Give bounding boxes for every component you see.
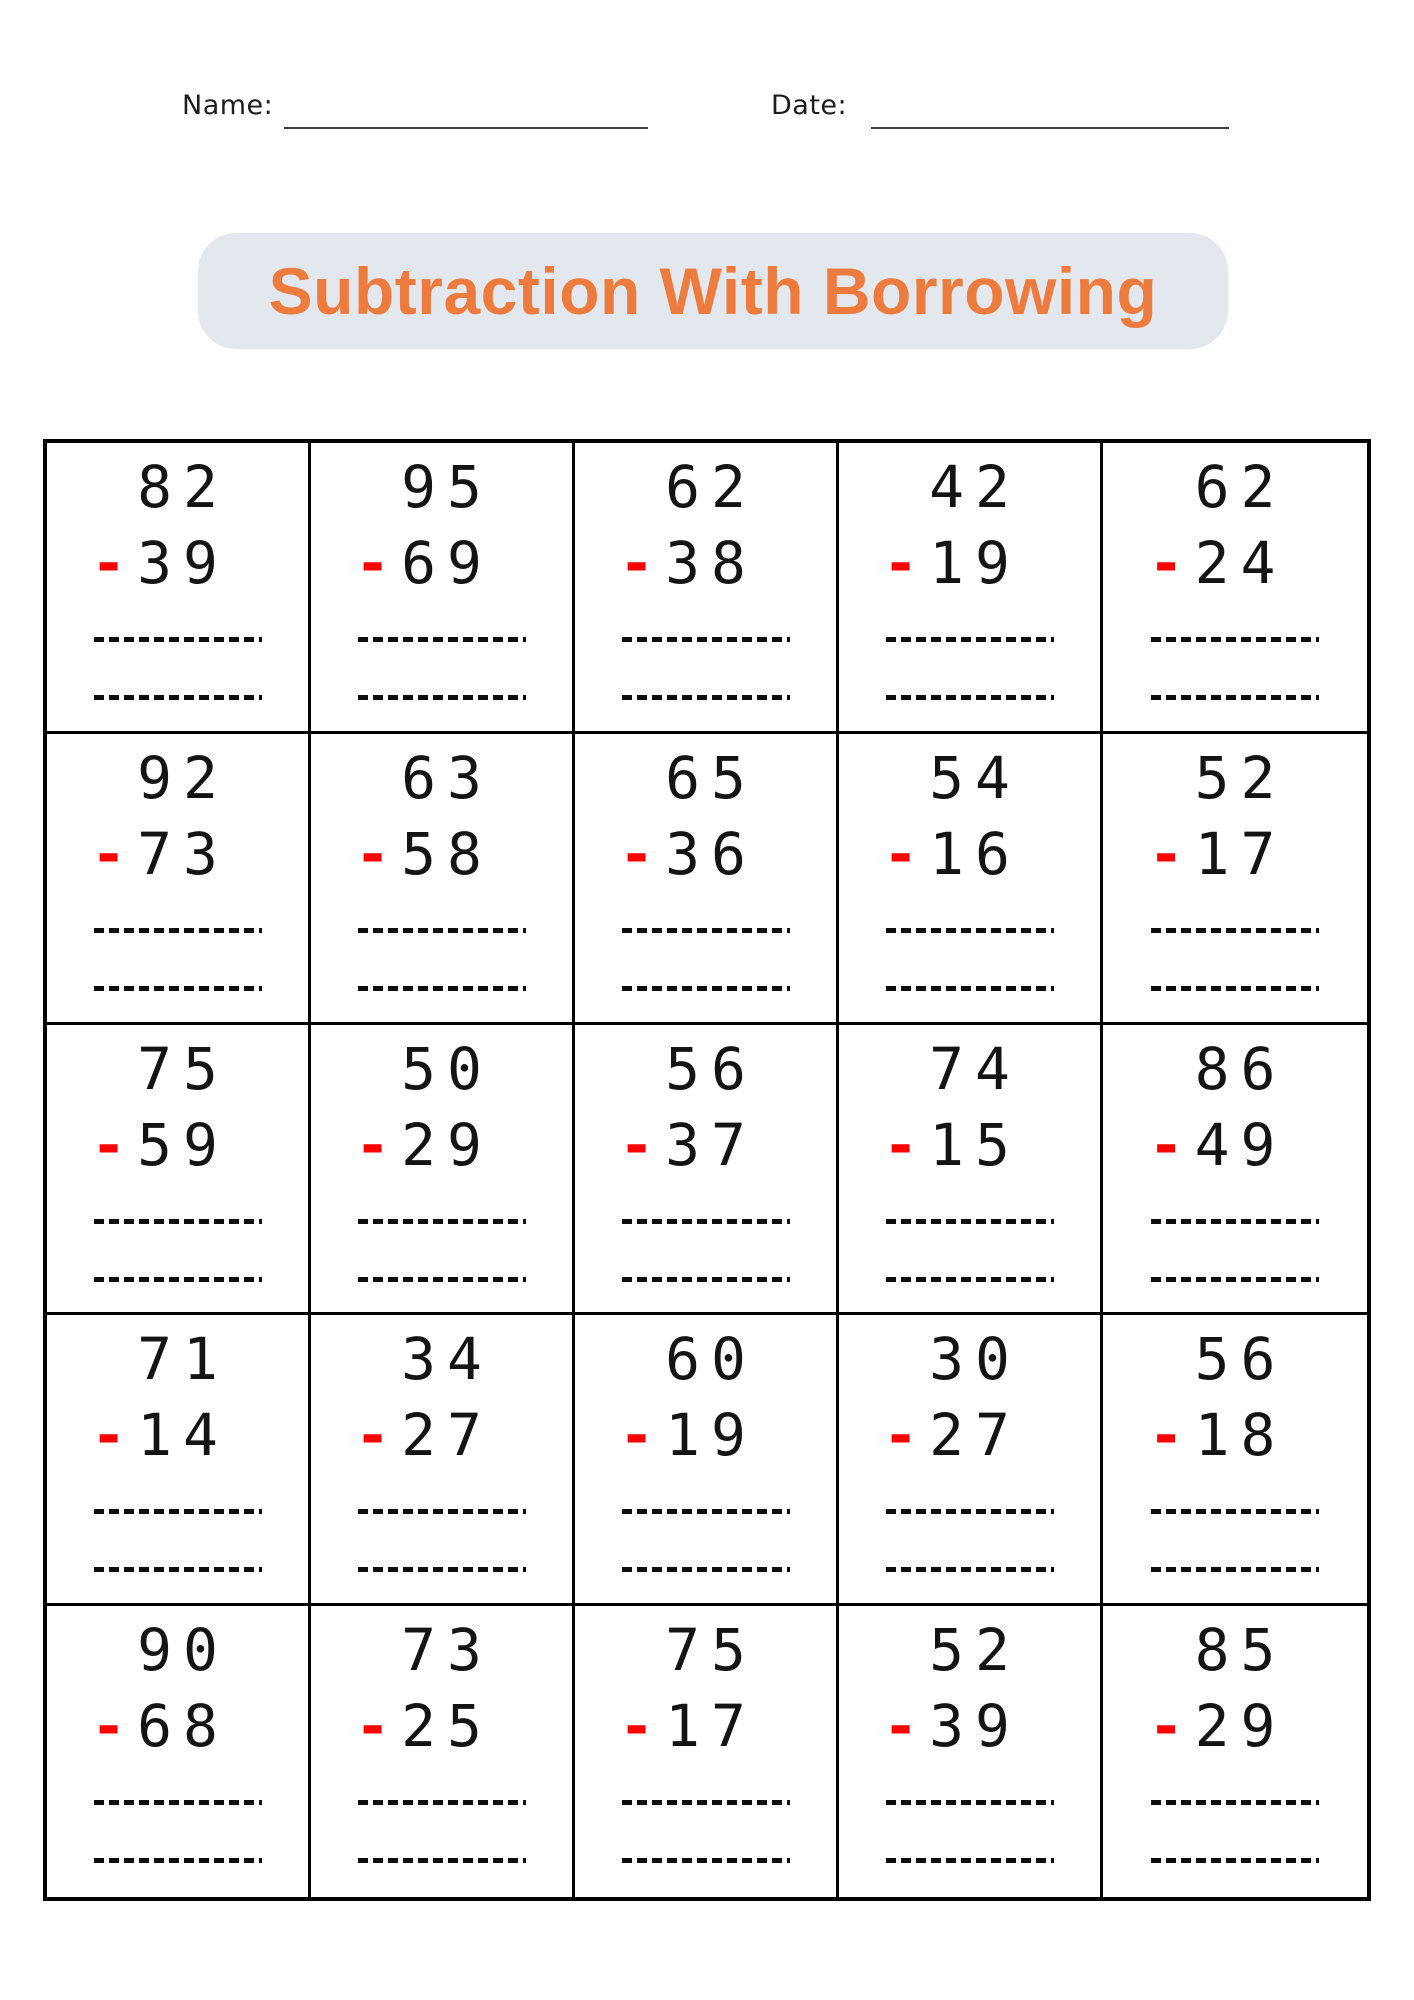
answer-line: [1151, 986, 1319, 991]
problem-cell-24: [839, 1606, 1103, 1897]
answer-line: [358, 928, 526, 933]
minus-sign: -: [355, 819, 390, 888]
title-banner: [198, 233, 1228, 349]
problem-cell-12: [311, 1025, 575, 1316]
minuend: 52: [929, 1616, 1021, 1685]
problem-cell-22: [311, 1606, 575, 1897]
minus-sign: -: [619, 1401, 654, 1470]
subtrahend: 19: [929, 529, 1021, 597]
answer-line: [1151, 1858, 1319, 1863]
problem-cell-16: [47, 1315, 311, 1606]
date-blank-line: [871, 127, 1229, 129]
problem-cell-10: [1103, 734, 1367, 1025]
answer-line: [1151, 1567, 1319, 1572]
subtrahend: 16: [929, 819, 1021, 888]
minuend: 71: [137, 1325, 229, 1394]
problem-cell-19: [839, 1315, 1103, 1606]
minus-sign: -: [91, 529, 126, 597]
subtrahend: 49: [1194, 1110, 1287, 1179]
subtrahend: 29: [401, 1110, 493, 1179]
subtrahend: 58: [401, 819, 493, 888]
problem-cell-18: [575, 1315, 839, 1606]
minuend: 75: [665, 1616, 757, 1685]
minus-sign: -: [355, 529, 390, 597]
answer-line: [358, 1858, 526, 1863]
subtrahend: 39: [137, 529, 229, 597]
answer-line: [886, 695, 1054, 700]
answer-line: [1151, 695, 1319, 700]
answer-line: [886, 1509, 1054, 1514]
subtrahend: 24: [1194, 529, 1287, 597]
subtrahend: 38: [665, 529, 757, 597]
minus-sign: -: [883, 1692, 918, 1761]
answer-line: [622, 637, 790, 642]
problem-cell-20: [1103, 1315, 1367, 1606]
answer-line: [1151, 1219, 1319, 1224]
subtrahend: 39: [929, 1692, 1021, 1761]
answer-line: [622, 1800, 790, 1805]
answer-line: [886, 1219, 1054, 1224]
subtrahend: 68: [137, 1692, 229, 1761]
problem-cell-23: [575, 1606, 839, 1897]
minuend: 60: [665, 1325, 757, 1394]
subtrahend: 17: [665, 1692, 757, 1761]
minus-sign: -: [91, 1401, 126, 1470]
minuend: 62: [1194, 453, 1287, 521]
minuend: 65: [665, 743, 757, 812]
answer-line: [886, 928, 1054, 933]
name-label: Name:: [182, 90, 274, 121]
answer-line: [94, 986, 262, 991]
problem-cell-9: [839, 734, 1103, 1025]
answer-line: [358, 1509, 526, 1514]
problem-cell-1: [47, 443, 311, 734]
minus-sign: -: [619, 1110, 654, 1179]
minuend: 42: [929, 453, 1021, 521]
minus-sign: -: [883, 529, 918, 597]
answer-line: [94, 928, 262, 933]
answer-line: [1151, 1509, 1319, 1514]
answer-line: [358, 1219, 526, 1224]
answer-line: [1151, 1277, 1319, 1282]
problem-cell-7: [311, 734, 575, 1025]
subtrahend: 37: [665, 1110, 757, 1179]
answer-line: [358, 1567, 526, 1572]
minus-sign: -: [619, 819, 654, 888]
minuend: 95: [401, 453, 493, 521]
minuend: 74: [929, 1034, 1021, 1103]
minus-sign: -: [355, 1110, 390, 1179]
minus-sign: -: [1148, 529, 1184, 597]
answer-line: [622, 928, 790, 933]
subtrahend: 15: [929, 1110, 1021, 1179]
subtrahend: 36: [665, 819, 757, 888]
answer-line: [622, 1509, 790, 1514]
answer-line: [94, 1509, 262, 1514]
answer-line: [94, 637, 262, 642]
minuend: 56: [1194, 1325, 1287, 1394]
minuend: 86: [1194, 1034, 1287, 1103]
answer-line: [358, 695, 526, 700]
answer-line: [622, 1277, 790, 1282]
answer-line: [622, 1858, 790, 1863]
subtrahend: 19: [665, 1401, 757, 1470]
minuend: 34: [401, 1325, 493, 1394]
answer-line: [886, 1800, 1054, 1805]
minuend: 62: [665, 453, 757, 521]
minuend: 30: [929, 1325, 1021, 1394]
minus-sign: -: [355, 1401, 390, 1470]
answer-line: [886, 637, 1054, 642]
answer-line: [94, 1800, 262, 1805]
minus-sign: -: [619, 529, 654, 597]
answer-line: [358, 637, 526, 642]
minuend: 63: [401, 743, 493, 812]
answer-line: [358, 1277, 526, 1282]
worksheet-title: Subtraction With Borrowing: [268, 254, 1158, 328]
problem-cell-11: [47, 1025, 311, 1316]
problems-grid: [43, 439, 1371, 1901]
subtrahend: 29: [1194, 1692, 1287, 1761]
minus-sign: -: [91, 1692, 126, 1761]
problem-cell-15: [1103, 1025, 1367, 1316]
minus-sign: -: [91, 1110, 126, 1179]
problem-cell-6: [47, 734, 311, 1025]
minus-sign: -: [1148, 1692, 1184, 1761]
subtrahend: 59: [137, 1110, 229, 1179]
problem-cell-13: [575, 1025, 839, 1316]
answer-line: [1151, 928, 1319, 933]
problem-cell-14: [839, 1025, 1103, 1316]
minus-sign: -: [91, 819, 126, 888]
subtrahend: 14: [137, 1401, 229, 1470]
minus-sign: -: [883, 819, 918, 888]
minus-sign: -: [1148, 819, 1184, 888]
problem-cell-21: [47, 1606, 311, 1897]
minuend: 73: [401, 1616, 493, 1685]
subtrahend: 25: [401, 1692, 493, 1761]
problem-cell-3: [575, 443, 839, 734]
answer-line: [886, 986, 1054, 991]
problem-cell-2: [311, 443, 575, 734]
answer-line: [622, 1219, 790, 1224]
answer-line: [622, 1567, 790, 1572]
minus-sign: -: [1148, 1401, 1184, 1470]
problem-cell-5: [1103, 443, 1367, 734]
answer-line: [622, 986, 790, 991]
subtrahend: 17: [1194, 819, 1287, 888]
minuend: 82: [137, 453, 229, 521]
minuend: 50: [401, 1034, 493, 1103]
name-blank-line: [284, 127, 648, 129]
answer-line: [886, 1277, 1054, 1282]
answer-line: [94, 1277, 262, 1282]
minuend: 85: [1194, 1616, 1287, 1685]
minuend: 90: [137, 1616, 229, 1685]
problem-cell-17: [311, 1315, 575, 1606]
minus-sign: -: [883, 1401, 918, 1470]
minuend: 75: [137, 1034, 229, 1103]
subtrahend: 27: [929, 1401, 1021, 1470]
minuend: 52: [1194, 743, 1287, 812]
answer-line: [622, 695, 790, 700]
minus-sign: -: [1148, 1110, 1184, 1179]
minuend: 56: [665, 1034, 757, 1103]
subtrahend: 27: [401, 1401, 493, 1470]
problem-cell-8: [575, 734, 839, 1025]
subtrahend: 18: [1194, 1401, 1287, 1470]
answer-line: [886, 1567, 1054, 1572]
minuend: 92: [137, 743, 229, 812]
subtrahend: 69: [401, 529, 493, 597]
subtrahend: 73: [137, 819, 229, 888]
answer-line: [886, 1858, 1054, 1863]
answer-line: [1151, 1800, 1319, 1805]
minus-sign: -: [883, 1110, 918, 1179]
answer-line: [358, 986, 526, 991]
answer-line: [94, 1567, 262, 1572]
minuend: 54: [929, 743, 1021, 812]
answer-line: [94, 1858, 262, 1863]
problem-cell-25: [1103, 1606, 1367, 1897]
answer-line: [94, 1219, 262, 1224]
answer-line: [358, 1800, 526, 1805]
answer-line: [94, 695, 262, 700]
problem-cell-4: [839, 443, 1103, 734]
answer-line: [1151, 637, 1319, 642]
minus-sign: -: [619, 1692, 654, 1761]
minus-sign: -: [355, 1692, 390, 1761]
date-label: Date:: [771, 90, 848, 121]
